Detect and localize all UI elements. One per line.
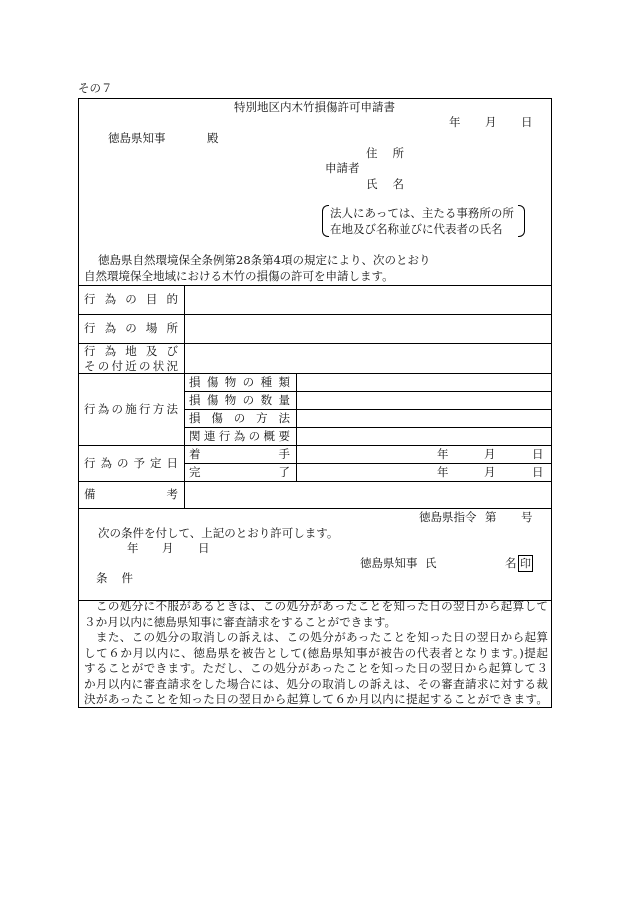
- label-char: の: [242, 375, 255, 389]
- label-char: の: [125, 292, 137, 306]
- label-char: 損: [189, 375, 201, 389]
- site-label-line-2: [84, 359, 178, 373]
- signer-name-label-second: 名: [505, 556, 517, 570]
- label-char: 名: [392, 177, 404, 191]
- label-char: 方: [256, 411, 268, 425]
- label-char: 施: [125, 402, 137, 416]
- label-char: 行: [139, 402, 151, 416]
- label-char: 氏: [366, 177, 378, 191]
- row-rule-purpose: [78, 314, 551, 315]
- label-char: 件: [121, 571, 133, 585]
- addressee-honorific: 殿: [207, 131, 219, 145]
- applicant-label: 申請者: [325, 161, 360, 175]
- label-char: 損: [189, 411, 201, 425]
- label-char: の: [97, 359, 110, 373]
- label-char: 為: [97, 402, 110, 416]
- label-char: 連: [203, 429, 216, 443]
- label-char: 関: [189, 429, 201, 443]
- conditions-label: [96, 571, 133, 585]
- start-date-month: 月: [484, 447, 496, 461]
- label-char: 住: [366, 146, 378, 160]
- label-char: 物: [224, 393, 237, 407]
- label-char: 行: [218, 429, 231, 443]
- end-date-year: 年: [437, 465, 449, 479]
- order-number-suffix: 号: [521, 510, 533, 524]
- label-char: 行: [84, 344, 96, 358]
- label-char: 備: [84, 487, 96, 501]
- statement-line-1: 徳島県自然環境保全条例第28条第4項の規定により、次のとおり: [98, 253, 431, 267]
- label-char: 傷: [206, 375, 219, 389]
- applicant-name-label: [366, 177, 404, 191]
- method-item-related: [189, 429, 290, 443]
- label-char: 為: [104, 292, 117, 306]
- label-char: 予: [133, 456, 145, 470]
- label-char: 付: [111, 359, 123, 373]
- appeal-notice: [84, 599, 548, 708]
- label-char: の: [242, 393, 255, 407]
- label-char: 所: [392, 146, 404, 160]
- addressee-name: 徳島県知事: [108, 131, 166, 145]
- approval-text: 次の条件を付して、上記のとおり許可します。: [98, 526, 339, 540]
- start-date-year: 年: [437, 447, 449, 461]
- label-char: そ: [84, 359, 96, 373]
- label-char: 行: [84, 456, 96, 470]
- label-char: 着: [189, 447, 201, 461]
- label-char: 類: [278, 375, 290, 389]
- application-date-day: 日: [521, 115, 533, 129]
- label-char: 概: [263, 429, 276, 443]
- subrow-rule-method-3: [184, 427, 551, 428]
- notice-line-7: 決があったことを知った日の翌日から起算して６か月以内に提起することができます。: [84, 692, 548, 706]
- order-label: 徳島県指令: [419, 510, 477, 524]
- method-label: [84, 402, 178, 416]
- notice-line-6: か月以内に審査請求をした場合には、処分の取消しの訴えは、その審査請求に対する裁: [84, 676, 548, 691]
- notice-line-5: することができます。ただし、この処分があったことを知った日の翌日から起算して３: [84, 661, 548, 675]
- label-char: 方: [152, 402, 165, 416]
- label-char: 定: [150, 456, 162, 470]
- label-char: 日: [166, 456, 178, 470]
- label-char: 物: [224, 375, 237, 389]
- label-char: 考: [166, 487, 178, 501]
- table-top-rule: [78, 285, 551, 286]
- label-column-rule: [184, 285, 185, 508]
- site-label-line-1: [84, 344, 178, 358]
- seal-box: 印: [520, 557, 531, 570]
- sublabel-column-rule: [296, 373, 297, 481]
- notice-line-2: ３か月以内に徳島県知事に審査請求をすることができます。: [84, 614, 397, 629]
- label-char: の: [233, 411, 246, 425]
- label-char: 行: [84, 292, 96, 306]
- schedule-start-label: [189, 447, 290, 461]
- label-char: 法: [278, 411, 290, 425]
- label-char: 地: [125, 344, 137, 358]
- label-char: 目: [145, 292, 158, 306]
- notice-line-1: この処分に不服があるときは、この処分があったことを知った日の翌日から起算して: [84, 599, 548, 613]
- corporate-note-line-2: 在地及び名称並びに代表者の氏名: [330, 222, 503, 236]
- purpose-label: [84, 292, 178, 306]
- label-char: 種: [260, 375, 273, 389]
- label-char: の: [248, 429, 261, 443]
- label-char: 状: [152, 359, 165, 373]
- label-char: び: [166, 344, 178, 358]
- label-char: 所: [166, 321, 178, 335]
- end-date-day: 日: [532, 465, 544, 479]
- row-rule-site: [78, 373, 551, 374]
- label-char: 要: [278, 429, 290, 443]
- corporate-note-right-bracket: [518, 205, 525, 237]
- label-char: 的: [166, 292, 178, 306]
- label-char: 量: [278, 393, 290, 407]
- label-char: の: [139, 359, 151, 373]
- form-title: 特別地区内木竹損傷許可申請書: [234, 100, 395, 114]
- label-char: 傷: [211, 411, 223, 425]
- label-char: 完: [189, 465, 201, 479]
- schedule-end-label: [189, 465, 290, 479]
- end-date-month: 月: [484, 465, 496, 479]
- label-char: 傷: [206, 393, 219, 407]
- label-char: 為: [104, 344, 117, 358]
- label-char: 況: [166, 359, 178, 373]
- remarks-label: [84, 487, 178, 501]
- form-number: その７: [78, 81, 113, 95]
- signer-name-label-first: 氏: [425, 556, 437, 570]
- method-item-type: [189, 375, 290, 389]
- approval-date-month: 月: [162, 541, 174, 555]
- row-rule-remarks: [78, 508, 551, 509]
- start-date-day: 日: [532, 447, 544, 461]
- label-char: 行: [84, 321, 96, 335]
- corporate-note-left-bracket: [322, 205, 329, 237]
- label-char: 近: [125, 359, 137, 373]
- label-char: 条: [96, 571, 108, 585]
- label-char: 手: [278, 447, 290, 461]
- approval-date-day: 日: [198, 541, 210, 555]
- statement-line-2: 自然環境保全地域における木竹の損傷の許可を申請します。: [84, 269, 394, 283]
- applicant-address-label: [366, 146, 404, 160]
- approval-date-year: 年: [127, 541, 139, 555]
- application-date-year: 年: [449, 115, 461, 129]
- signer-title: 徳島県知事: [360, 556, 418, 570]
- application-date-month: 月: [485, 115, 497, 129]
- label-char: 数: [260, 393, 273, 407]
- subrow-rule-schedule: [184, 463, 551, 464]
- label-char: 損: [189, 393, 201, 407]
- method-item-quantity: [189, 393, 290, 407]
- label-char: 了: [278, 465, 290, 479]
- notice-line-4: して６か月以内に、徳島県を被告として(徳島県知事が被告の代表者となります。)提起: [84, 645, 548, 660]
- label-char: の: [125, 321, 137, 335]
- order-number-prefix: 第: [485, 510, 497, 524]
- label-char: 法: [166, 402, 178, 416]
- subrow-rule-method-1: [184, 391, 551, 392]
- notice-line-3: また、この処分の取消しの訴えは、この処分があったことを知った日の翌日から起算: [84, 630, 548, 644]
- label-char: 場: [145, 321, 158, 335]
- method-item-way: [189, 411, 290, 425]
- label-char: 為: [233, 429, 246, 443]
- label-char: の: [117, 456, 129, 470]
- row-rule-method: [78, 445, 551, 446]
- row-rule-schedule: [78, 481, 551, 482]
- label-char: 及: [145, 344, 158, 358]
- subrow-rule-method-2: [184, 409, 551, 410]
- label-char: 為: [104, 321, 117, 335]
- label-char: の: [111, 402, 123, 416]
- label-char: 行: [84, 402, 96, 416]
- label-char: 為: [100, 456, 112, 470]
- corporate-note-line-1: 法人にあっては、主たる事務所の所: [330, 206, 514, 220]
- location-label: [84, 321, 178, 335]
- schedule-label: [84, 456, 178, 470]
